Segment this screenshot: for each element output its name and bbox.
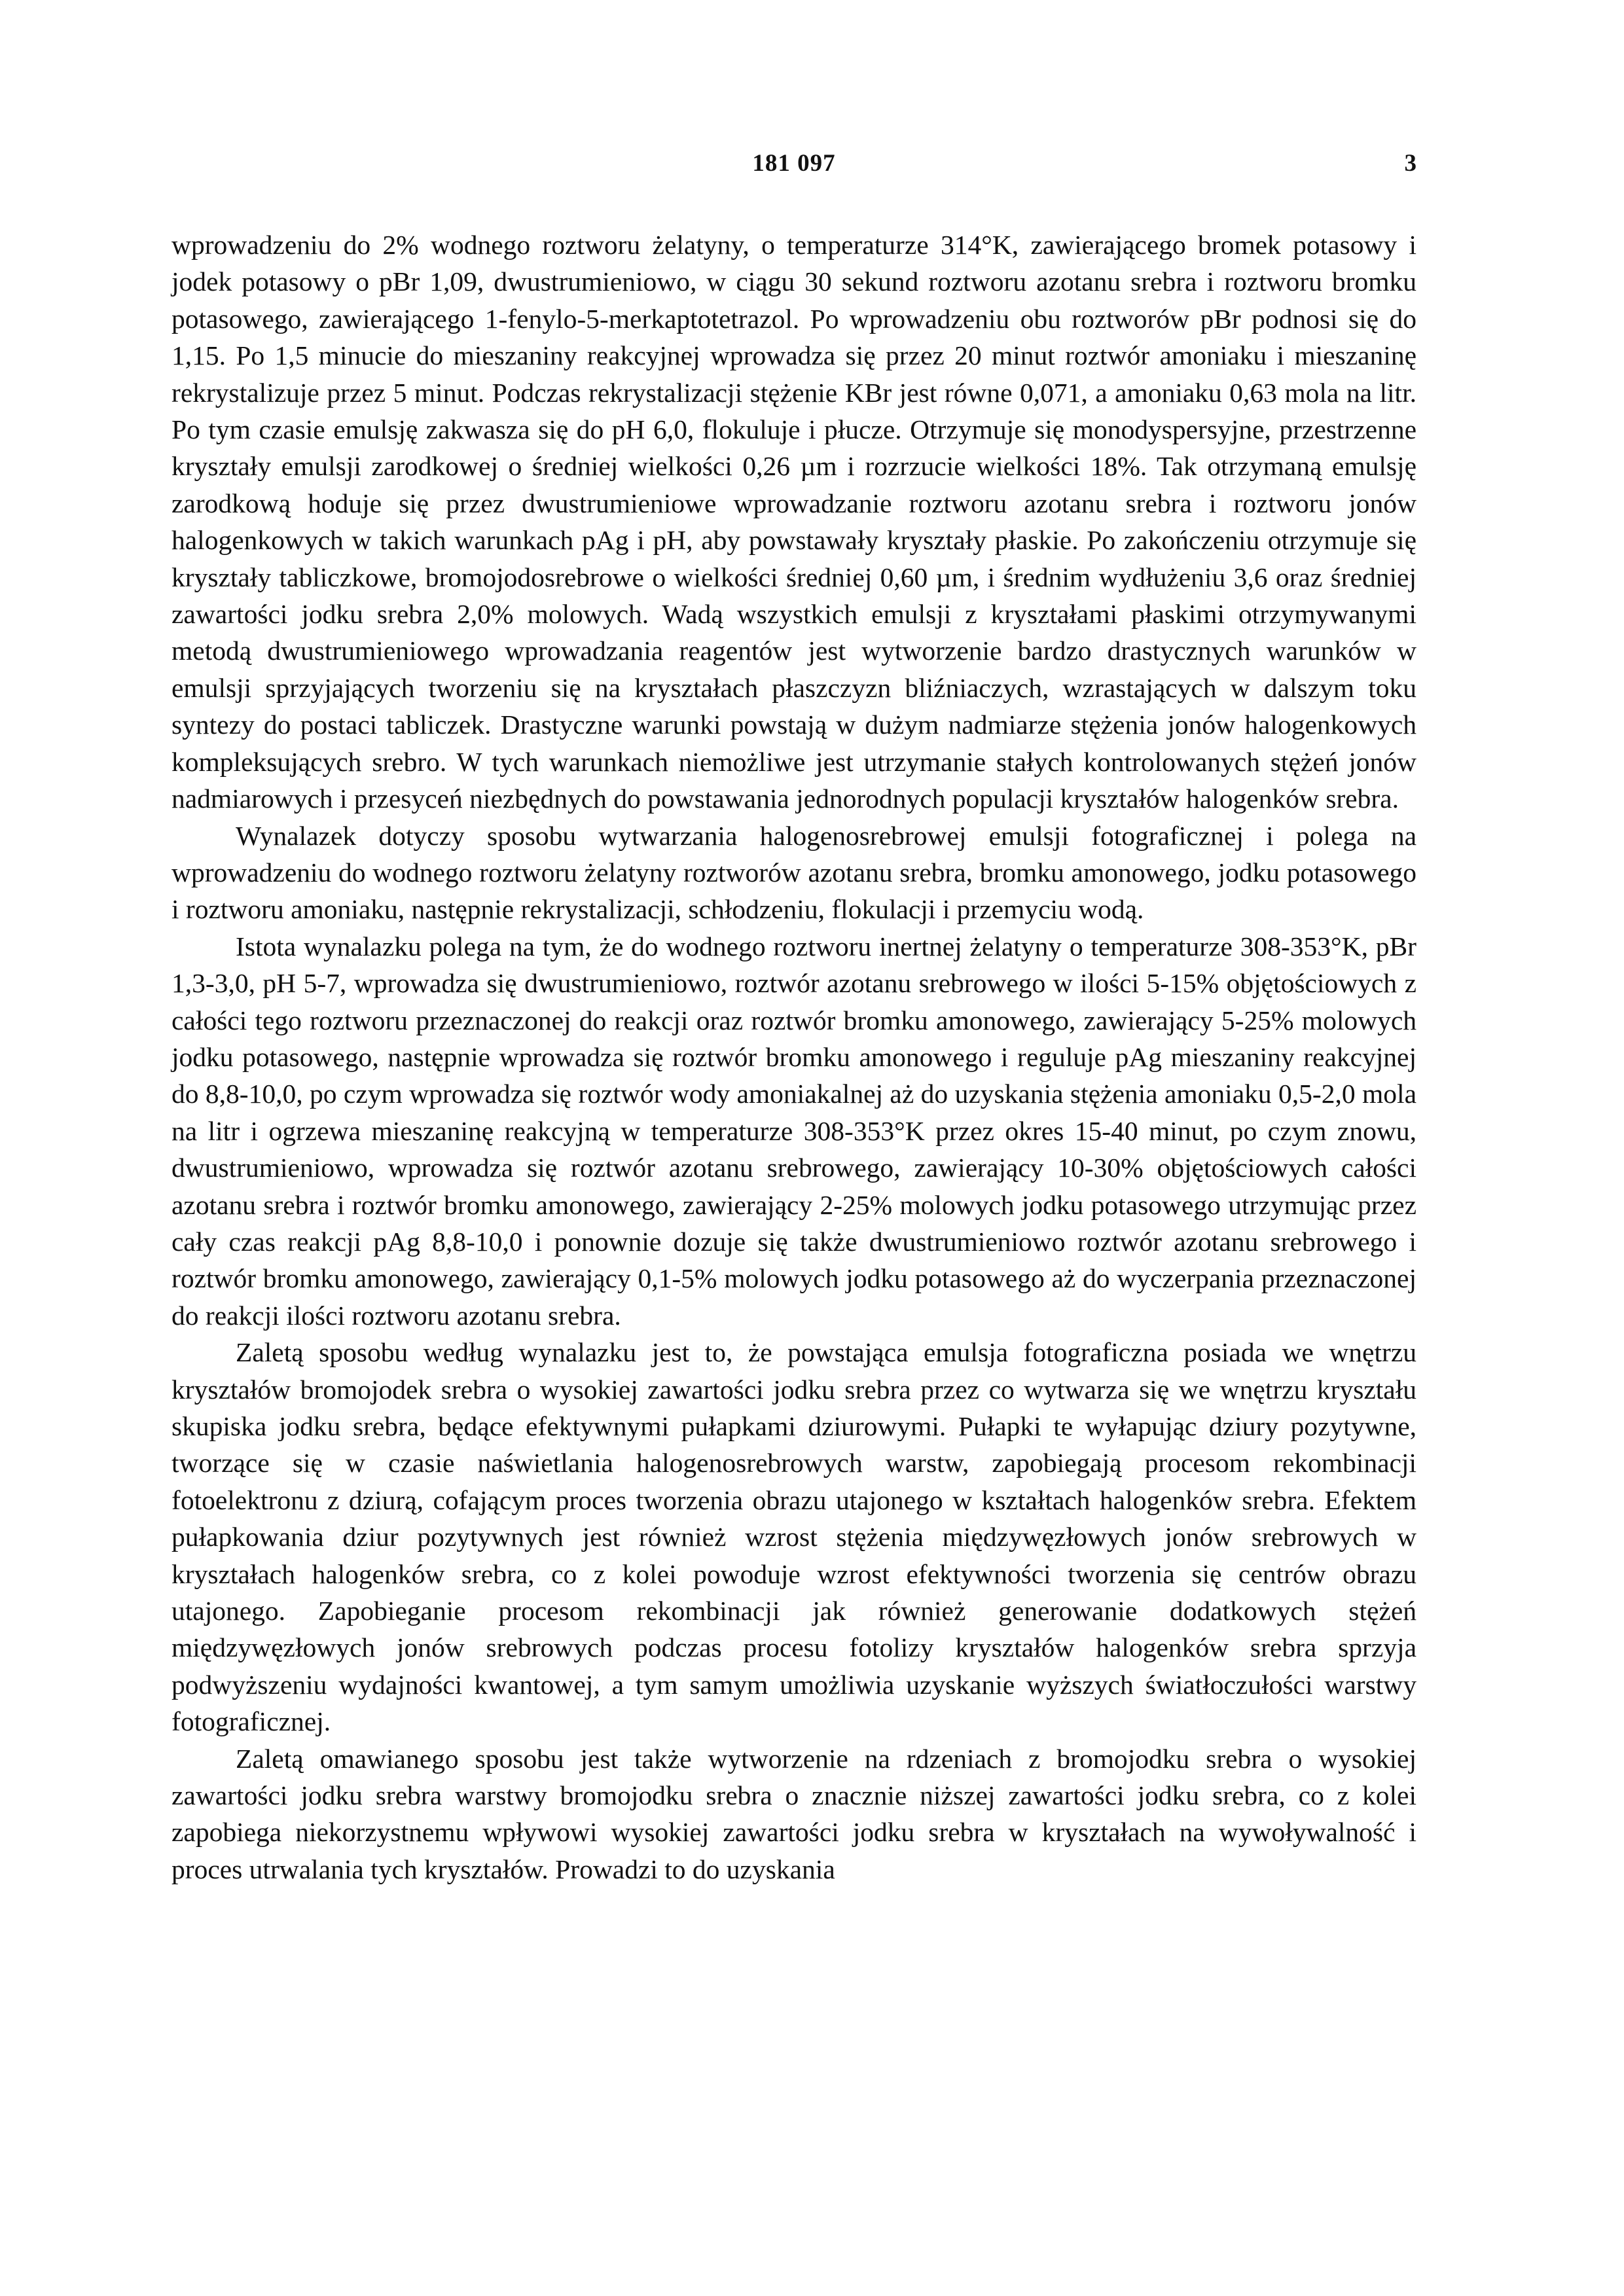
paragraph-invention-essence: Istota wynalazku polega na tym, że do wodnego roztworu inertnej żelatyny o temperaturze 308-353°K, pBr 1,3-3,0, pH 5-7, wprowadza się dwustrumieniowo, roztwór azotanu srebrowego w ilości 5-15% objętościowych z całości tego roztworu przeznaczonej do reakcji oraz roztwór bromku amonowego, zawierający 5-25% molowych jodku potasowego, następnie wprowadza się roztwór bromku amonowego i reguluje pAg mieszaniny reakcyjnej do 8,8-10,0, po czym wprowadza się roztwór wody amoniakalnej aż do uzyskania stężenia amoniaku 0,5-2,0 mola na litr i ogrzewa mieszaninę reakcyjną w temperaturze 308-353°K przez okres 15-40 minut, po czym znowu, dwustrumieniowo, wprowadza się roztwór azotanu srebrowego, zawierający 10-30% objętościowych całości azotanu srebra i roztwór bromku amonowego, zawierający 2-25% molowych jodku potasowego utrzymując przez cały czas reakcji pAg 8,8-10,0 i ponownie dozuje się także dwustrumieniowo roztwór azotanu srebrowego i roztwór bromku amonowego, zawierający 0,1-5% molowych jodku potasowego aż do wyczerpania przeznaczonej do reakcji ilości roztworu azotanu srebra. [171, 931, 1416, 1331]
body-text [171, 226, 1416, 1888]
paragraph-continuation: wprowadzeniu do 2% wodnego roztworu żelatyny, o temperaturze 314°K, zawierającego bromek potasowy i jodek potasowy o pBr 1,09, dwustrumieniowo, w ciągu 30 sekund roztworu azotanu srebra i roztworu bromku potasowego, zawierającego 1-fenylo-5-merkaptotetrazol. Po wprowadzeniu obu roztworów pBr podnosi się do 1,15. Po 1,5 minucie do mieszaniny reakcyjnej wprowadza się przez 20 minut roztwór amoniaku i mieszaninę rekrystalizuje przez 5 minut. Podczas rekrystalizacji stężenie KBr jest równe 0,071, a amoniaku 0,63 mola na litr. Po tym czasie emulsję zakwasza się do pH 6,0, flokuluje i płucze. Otrzymuje się monodyspersyjne, przestrzenne kryształy emulsji zarodkowej o średniej wielkości 0,26 µm i rozrzucie wielkości 18%. Tak otrzymaną emulsję zarodkową hoduje się przez dwustrumieniowe wprowadzanie roztworu azotanu srebra i roztworu jonów halogenkowych w takich warunkach pAg i pH, aby powstawały kryształy płaskie. Po zakończeniu otrzymuje się kryształy tabliczkowe, bromojodosrebrowe o wielkości średniej 0,60 µm, i średnim wydłużeniu 3,6 oraz średniej zawartości jodku srebra 2,0% molowych. Wadą wszystkich emulsji z kryształami płaskimi otrzymywanymi metodą dwustrumieniowego wprowadzania reagentów jest wytworzenie bardzo drastycznych warunków w emulsji sprzyjających tworzeniu się na kryształach płaszczyzn bliźniaczych, wzrastających w dalszym toku syntezy do postaci tabliczek. Drastyczne warunki powstają w dużym nadmiarze stężenia jonów halogenkowych kompleksujących srebro. W tych warunkach niemożliwe jest utrzymanie stałych kontrolowanych stężeń jonów nadmiarowych i przesyceń niezbędnych do powstawania jednorodnych populacji kryształów halogenków srebra. [171, 230, 1416, 814]
page-number: 3 [1404, 150, 1416, 177]
paragraph-invention-scope: Wynalazek dotyczy sposobu wytwarzania halogenosrebrowej emulsji fotograficznej i polega na wprowadzeniu do wodnego roztworu żelatyny roztworów azotanu srebra, bromku amonowego, jodku potasowego i roztworu amoniaku, następnie rekrystalizacji, schłodzeniu, flokulacji i przemyciu wodą. [171, 820, 1416, 925]
page-header [171, 149, 1416, 188]
paragraph-advantage: Zaletą sposobu według wynalazku jest to, że powstająca emulsja fotograficzna posiada we wnętrzu kryształów bromojodek srebra o wysokiej zawartości jodku srebra przez co wytwarza się we wnętrzu kryształu skupiska jodku srebra, będące efektywnymi pułapkami dziurowymi. Pułapki te wyłapując dziury pozytywne, tworzące się w czasie naświetlania halogenosrebrowych warstw, zapobiegają procesom rekombinacji fotoelektronu z dziurą, cofającym proces tworzenia obrazu utajonego w kształtach halogenków srebra. Efektem pułapkowania dziur pozytywnych jest również wzrost stężenia międzywęzłowych jonów srebrowych w kryształach halogenków srebra, co z kolei powoduje wzrost efektywności tworzenia się centrów obrazu utajonego. Zapobieganie procesom rekombinacji jak również generowanie dodatkowych stężeń międzywęzłowych jonów srebrowych podczas procesu fotolizy kryształów halogenków srebra sprzyja podwyższeniu wydajności kwantowej, a tym samym umożliwia uzyskanie wyższych światłoczułości warstwy fotograficznej. [171, 1337, 1416, 1737]
document-number: 181 097 [752, 150, 836, 177]
paragraph-further-advantage: Zaletą omawianego sposobu jest także wytworzenie na rdzeniach z bromojodku srebra o wysokiej zawartości jodku srebra warstwy bromojodku srebra o znacznie niższej zawartości jodku srebra, co z kolei zapobiega niekorzystnemu wpływowi wysokiej zawartości jodku srebra w kryształach na wywoływalność i proces utrwalania tych kryształów. Prowadzi to do uzyskania [171, 1743, 1416, 1884]
